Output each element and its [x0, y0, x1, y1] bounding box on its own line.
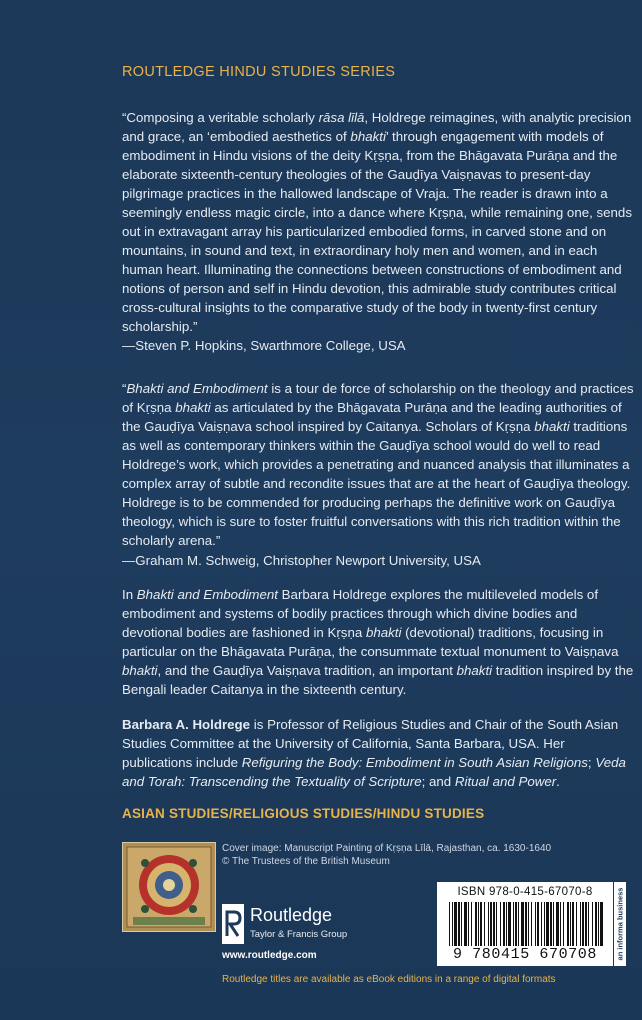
desc-italic: Bhakti and Embodiment [136, 587, 278, 602]
barcode-bar [588, 902, 589, 946]
barcode-bar [454, 902, 457, 946]
bio-book-title: Veda and Torah: Transcending the Textuality of Scripture [122, 755, 626, 789]
barcode-bar [544, 902, 545, 946]
quote-italic: bhakti [350, 129, 386, 144]
bio-text [122, 715, 634, 791]
quote-text: as articulated by the Bhāgavata Purāṇa and the leading authorities of the Gauḍīya Vaiṣṇava school inspired by Caitanya. Scholars of Kṛṣṇa [122, 400, 622, 434]
publisher-url: www.routledge.com [222, 950, 317, 961]
barcode-bar [478, 902, 479, 946]
isbn-label: ISBN 978-0-415-67070-8 [457, 886, 593, 898]
desc-text: (devotional) traditions, focusing in particular on the Bhāgavata Purāṇa, the consummate textual monument to Vaiṣṇava [122, 625, 619, 659]
quote-italic: bhakti [534, 419, 570, 434]
publisher-logo [222, 904, 422, 964]
barcode-bar [475, 902, 477, 946]
barcode-bar [572, 902, 574, 946]
barcode-bar [600, 902, 603, 946]
quote-text: “Composing a veritable scholarly [122, 110, 319, 125]
bio-text-seg: ; and [421, 774, 455, 789]
description-text [122, 585, 634, 699]
quote-text: ’ through engagement with models of embodiment in Hindu visions of the deity Kṛṣṇa, from the Bhāgavata Purāṇa and the elaborate sixteenth-century theologies of the Gauḍīya Vaiṣṇavas to present-day pilgrimage practices in the hallowed landscape of Vraja. The reader is drawn into a seemingly endless magic circle, into a dance where Kṛṣṇa, while remaining one, sends out in extravagant array his particularized embodied forms, in carved stone and on mountains, in sound and text, in extraordinary holy men and women, and in each human heart. Illuminating the connections between constructions of embodiment and notions of person and self in Hindu devotion, this admirable study contributes critical cross-cultural insights to the comparative study of the body in twenty-first century scholarship.” [122, 129, 632, 334]
barcode-bar [528, 902, 529, 946]
desc-text: Barbara Holdrege explores the multileveled models of embodiment and systems of bodily practices through which divine bodies and devotional bodies are fashioned in Kṛṣṇa [122, 587, 599, 640]
barcode-bar [518, 902, 519, 946]
barcode-bar [541, 902, 542, 946]
bio-book-title: Refiguring the Body: Embodiment in South Asian Religions [241, 755, 588, 770]
barcode-bar [500, 902, 501, 946]
barcode [437, 882, 613, 966]
informa-tab [614, 882, 626, 966]
desc-italic: bhakti [365, 625, 402, 640]
bio-book-title: Ritual and Power [454, 774, 557, 789]
publisher-subtitle: Taylor & Francis Group [250, 929, 348, 940]
author-name: Barbara A. Holdrege [122, 717, 251, 732]
bio-text-seg: . [556, 774, 560, 789]
desc-text: In [122, 587, 137, 602]
barcode-bar [458, 902, 460, 946]
barcode-bar [592, 902, 593, 946]
barcode-bar [464, 902, 467, 946]
barcode-bar [484, 902, 485, 946]
cover-credit-copyright: © The Trustees of the British Museum [222, 856, 390, 867]
barcode-bar [515, 902, 517, 946]
publisher-name: Routledge [250, 905, 333, 925]
subject-categories: ASIAN STUDIES/RELIGIOUS STUDIES/HINDU STUDIES [122, 806, 485, 821]
barcode-bar [531, 902, 532, 946]
quote-text: “ [122, 381, 127, 396]
barcode-bar [570, 902, 571, 946]
quote-1-text [122, 108, 634, 336]
barcode-bar [546, 902, 549, 946]
barcode-bar [452, 902, 453, 946]
barcode-bar [449, 902, 450, 946]
barcode-bars [447, 902, 605, 946]
quote-italic: Bhakti and Embodiment [126, 381, 268, 396]
barcode-bar [585, 902, 587, 946]
barcode-bar [580, 902, 581, 946]
barcode-bar [567, 902, 569, 946]
barcode-bar [598, 902, 599, 946]
barcode-bar [563, 902, 564, 946]
quote-italic: rāsa līlā [318, 110, 365, 125]
barcode-bar [550, 902, 552, 946]
routledge-logo-icon [222, 904, 244, 944]
barcode-bar [513, 902, 514, 946]
barcode-bar [525, 902, 527, 946]
informa-label: an informa business [615, 887, 625, 961]
barcode-bar [490, 902, 492, 946]
barcode-bar [582, 902, 584, 946]
barcode-bar [521, 902, 524, 946]
desc-text: tradition inspired by the Bengali leader Caitanya in the sixteenth century. [122, 663, 634, 697]
isbn-digits: 9 780415 670708 [452, 946, 598, 963]
quote-italic: bhakti [175, 400, 211, 415]
barcode-bar [535, 902, 536, 946]
barcode-bar [537, 902, 539, 946]
cover-credit [222, 842, 622, 868]
quote-text: traditions as well as contemporary thinkers within the Gauḍīya school would do well to read Holdrege’s work, which provides a penetrating and nuanced analysis that illuminates a complex array of subtle and recondite issues that are at the heart of Gauḍīya theology. Holdrege is to be commended for producing perhaps the definitive work on Gauḍīya theology, which is sure to foster fruitful conversations with this rich tradition within the scholarly arena.” [122, 419, 631, 548]
bio-text-seg: is Professor of Religious Studies and Chair of the South Asian Studies Committee at the University of California, Santa Barbara, USA. Her publications include [122, 717, 619, 770]
desc-italic: bhakti [456, 663, 493, 678]
cover-painting-thumbnail [122, 842, 216, 932]
barcode-bar [468, 902, 469, 946]
quote-2-text [122, 379, 634, 550]
quote-text: , Holdrege reimagines, with analytic precision and grace, an ‘embodied aesthetics of [122, 110, 632, 144]
barcode-bar [480, 902, 482, 946]
endorsement-quote-2 [122, 379, 634, 570]
barcode-bar [471, 902, 472, 946]
barcode-bar [506, 902, 507, 946]
barcode-bar [496, 902, 497, 946]
book-description [122, 585, 634, 699]
desc-italic: bhakti [122, 663, 158, 678]
painting-illustration [123, 843, 215, 931]
barcode-bar [553, 902, 554, 946]
ebook-note: Routledge titles are available as eBook editions in a range of digital formats [222, 974, 556, 985]
author-bio [122, 715, 634, 791]
barcode-bar [560, 902, 561, 946]
desc-text: , and the Gauḍīya Vaiṣṇava tradition, an important [157, 663, 457, 678]
bio-text-seg: ; [587, 755, 596, 770]
quote-1-attribution: —Steven P. Hopkins, Swarthmore College, USA [122, 338, 406, 353]
endorsement-quote-1 [122, 108, 634, 355]
barcode-bar [488, 902, 489, 946]
barcode-bar [576, 902, 577, 946]
barcode-bar [461, 902, 462, 946]
quote-2-attribution: —Graham M. Schweig, Christopher Newport University, USA [122, 553, 481, 568]
barcode-bar [493, 902, 495, 946]
series-title: ROUTLEDGE HINDU STUDIES SERIES [122, 64, 396, 80]
barcode-bar [508, 902, 511, 946]
cover-credit-line: Cover image: Manuscript Painting of Kṛṣṇa Līlā, Rajasthan, ca. 1630-1640 [222, 843, 552, 854]
barcode-bar [556, 902, 559, 946]
barcode-bar [503, 902, 505, 946]
quote-text: is a tour de force of scholarship on the theology and practices of Kṛṣṇa [122, 381, 634, 415]
barcode-bar [595, 902, 597, 946]
